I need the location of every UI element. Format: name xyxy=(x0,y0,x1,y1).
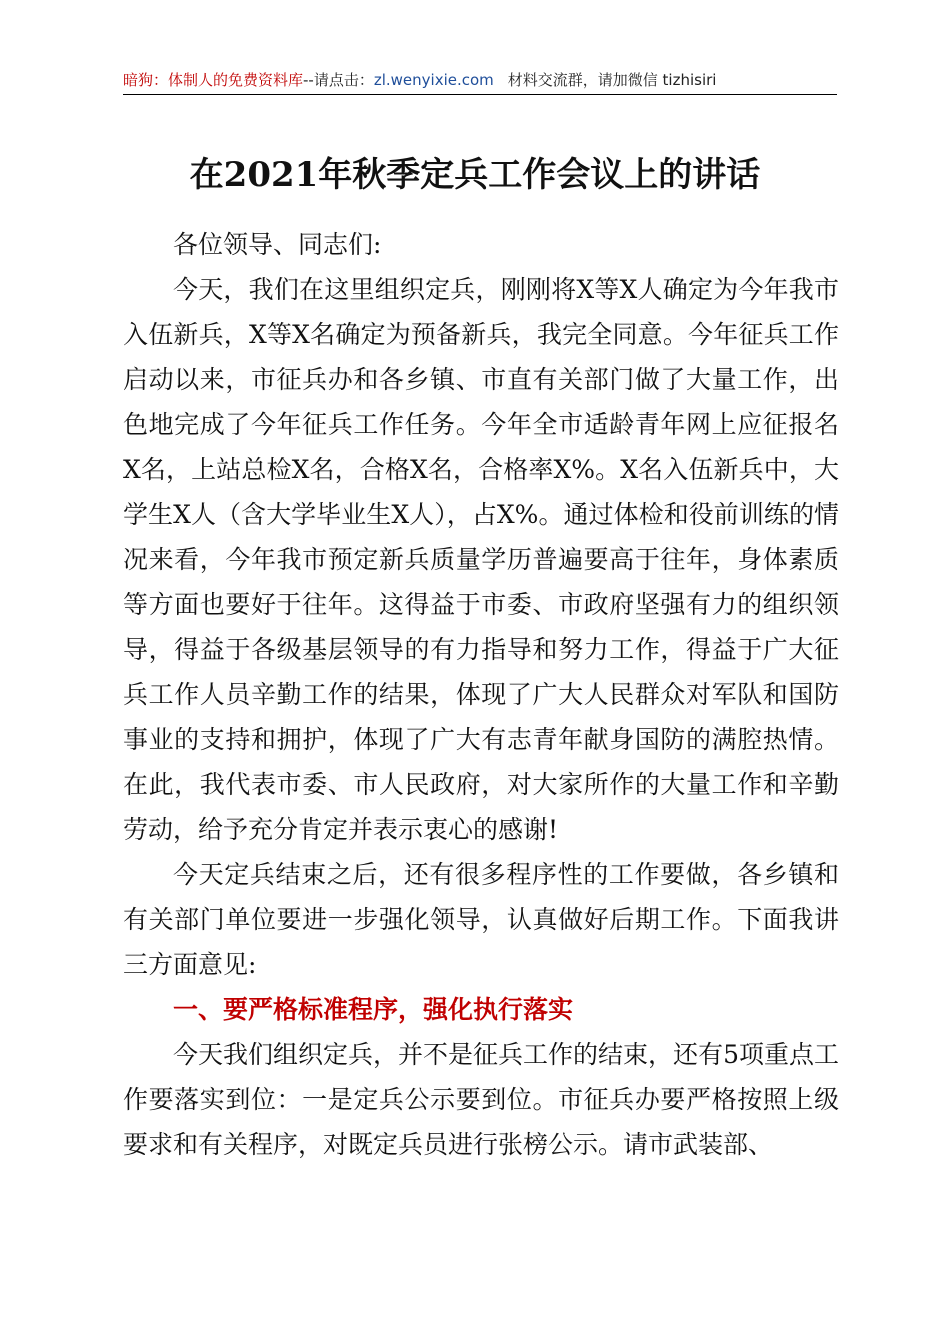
section-heading: 一、要严格标准程序，强化执行落实 xyxy=(173,995,574,1024)
header-click-prompt: --请点击： xyxy=(303,71,374,89)
header-contact: 材料交流群，请加微信 tizhisiri xyxy=(507,71,717,89)
paragraph-1: 今天，我们在这里组织定兵，刚刚将X等X人确定为今年我市入伍新兵，X等X名确定为预备新兵，我完全同意。今年征兵工作启动以来，市征兵办和各乡镇、市直有关部门做了大量工作，出色地完成了今年征兵工作任务。今年全市适龄青年网上应征报名X名，上站总检X名，合格X名，合格率X%。X名入伍新兵中，大学生X人（含大学毕业生X人），占X%。通过体检和役前训练的情况来看，今年我市预定新兵质量学历普遍要高于往年，身体素质等方面也要好于往年。这得益于市委、市政府坚强有力的组织领导，得益于各级基层领导的有力指导和努力工作，得益于广大征兵工作人员辛勤工作的结果，体现了广大人民群众对军队和国防事业的支持和拥护，体现了广大有志青年献身国防的满腔热情。在此，我代表市委、市人民政府，对大家所作的大量工作和辛勤劳动，给予充分肯定并表示衷心的感谢! xyxy=(123,275,839,844)
paragraph-2: 今天定兵结束之后，还有很多程序性的工作要做，各乡镇和有关部门单位要进一步强化领导，认真做好后期工作。下面我讲三方面意见: xyxy=(123,860,839,979)
header-source-label: 暗狗：体制人的免费资料库 xyxy=(123,71,304,89)
document-body xyxy=(123,222,839,1167)
greeting: 各位领导、同志们: xyxy=(173,230,382,259)
section-paragraph: 今天我们组织定兵，并不是征兵工作的结束，还有5项重点工作要落实到位：一是定兵公示要到位。市征兵办要严格按照上级要求和有关程序，对既定兵员进行张榜公示。请市武装部、 xyxy=(123,1040,839,1159)
document-title: 在2021年秋季定兵工作会议上的讲话 xyxy=(189,155,761,195)
page-header xyxy=(123,68,837,95)
header-url-link[interactable]: zl.wenyixie.com xyxy=(373,71,494,89)
